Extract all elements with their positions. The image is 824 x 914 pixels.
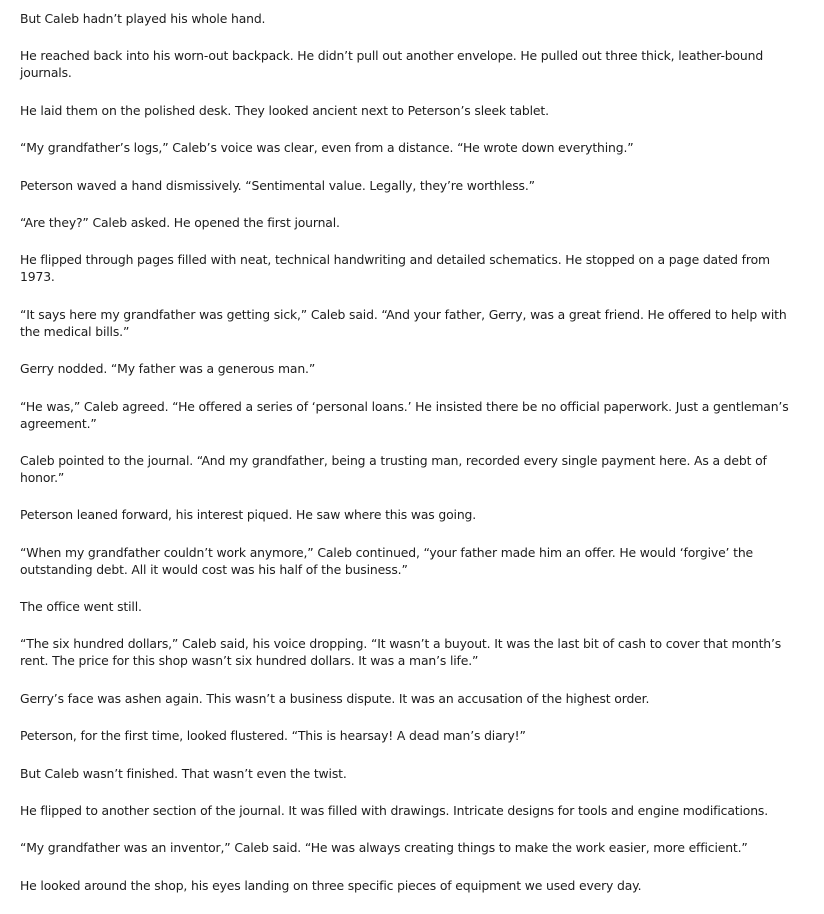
paragraph: But Caleb wasn’t finished. That wasn’t even the twist. (20, 765, 347, 781)
paragraph: He reached back into his worn-out backpack. He didn’t pull out another envelope. He pulled out three thick, leather-bound journals. (20, 48, 764, 81)
paragraph: He flipped to another section of the journal. It was filled with drawings. Intricate designs for tools and engine modifications. (20, 803, 768, 819)
paragraph: “It says here my grandfather was getting sick,” Caleb said. “And your father, Gerry, was a great friend. He offered to help with the medical bills.” (20, 306, 787, 339)
paragraph: Peterson, for the first time, looked flustered. “This is hearsay! A dead man’s diary!” (20, 728, 526, 744)
paragraph: But Caleb hadn’t played his whole hand. (20, 11, 266, 26)
story-text (20, 10, 804, 914)
paragraph: “The six hundred dollars,” Caleb said, his voice dropping. “It wasn’t a buyout. It was the last bit of cash to cover that month’s rent. The price for this shop wasn’t six hundred dollars. It was a man’s life.” (20, 636, 782, 669)
paragraph: He looked around the shop, his eyes landing on three specific pieces of equipment we used every day. (20, 877, 642, 893)
paragraph: Gerry nodded. “My father was a generous man.” (20, 361, 316, 377)
paragraph: Peterson waved a hand dismissively. “Sentimental value. Legally, they’re worthless.” (20, 177, 535, 193)
paragraph: “When my grandfather couldn’t work anymore,” Caleb continued, “your father made him an offer. He would ‘forgive’ the outstanding debt. All it would cost was his half of the business.” (20, 544, 754, 577)
paragraph: “He was,” Caleb agreed. “He offered a series of ‘personal loans.’ He insisted there be no official paperwork. Just a gentleman’s agreement.” (20, 398, 789, 431)
paragraph: “My grandfather was an inventor,” Caleb said. “He was always creating things to make the work easier, more efficient.” (20, 840, 748, 856)
paragraph: “My grandfather’s logs,” Caleb’s voice was clear, even from a distance. “He wrote down everything.” (20, 140, 634, 156)
paragraph: “Are they?” Caleb asked. He opened the first journal. (20, 214, 340, 230)
paragraph: He flipped through pages filled with neat, technical handwriting and detailed schematics. He stopped on a page dated from 1973. (20, 252, 770, 285)
paragraph: Peterson leaned forward, his interest piqued. He saw where this was going. (20, 507, 477, 523)
paragraph: Caleb pointed to the journal. “And my grandfather, being a trusting man, recorded every single payment here. As a debt of honor.” (20, 452, 767, 485)
paragraph: He laid them on the polished desk. They looked ancient next to Peterson’s sleek tablet. (20, 102, 549, 118)
paragraph: Gerry’s face was ashen again. This wasn’t a business dispute. It was an accusation of the highest order. (20, 690, 650, 706)
paragraph: The office went still. (20, 599, 142, 615)
